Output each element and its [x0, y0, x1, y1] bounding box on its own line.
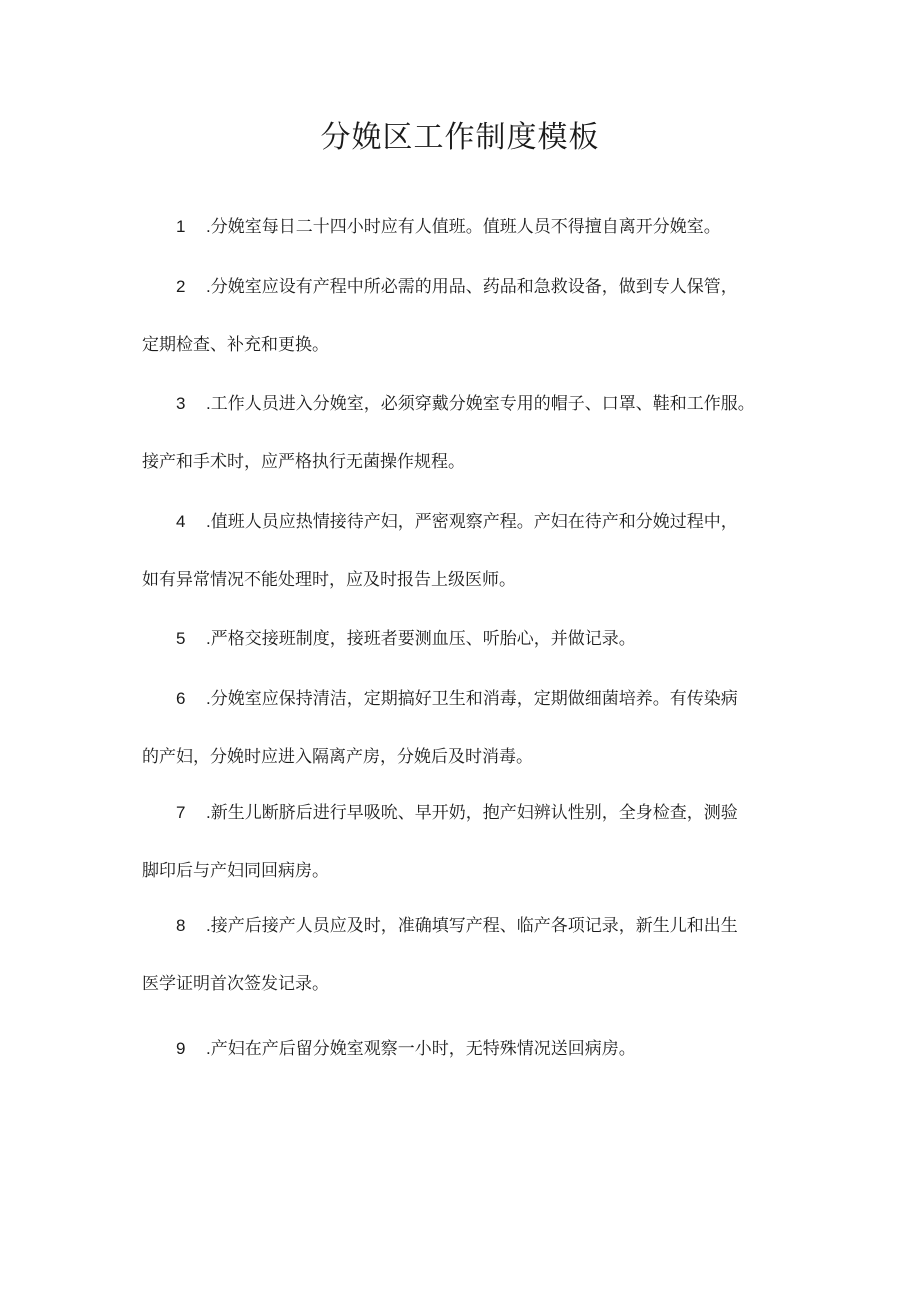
item-number: 7 — [176, 803, 186, 822]
item-text-line1: 接产后接产人员应及时，准确填写产程、临产各项记录，新生儿和出生 — [210, 916, 738, 936]
item-number: 9 — [176, 1039, 186, 1058]
item-text-line1: 分娩室应设有产程中所必需的用品、药品和急救设备，做到专人保管， — [210, 277, 738, 297]
item-text-line2: 脚印后与产妇同回病房。 — [142, 861, 329, 881]
item-number: 1 — [176, 217, 186, 236]
item-number: 8 — [176, 916, 186, 935]
rule-item-4: 4 .值班人员应热情接待产妇，严密观察产程。产妇在待产和分娩过程中， 如有异常情况不能处理时，应及时报告上级医师。 — [142, 493, 802, 609]
item-text-line1: 严格交接班制度，接班者要测血压、听胎心，并做记录。 — [210, 629, 636, 649]
rule-item-1: 1 .分娩室每日二十四小时应有人值班。值班人员不得擅自离开分娩室。 — [142, 198, 802, 256]
rule-item-7: 7 .新生儿断脐后进行早吸吮、早开奶，抱产妇辨认性别，全身检查，测验 脚印后与产妇同回病房。 — [142, 784, 802, 900]
item-text-line1: 分娩室应保持清洁，定期搞好卫生和消毒，定期做细菌培养。有传染病 — [210, 689, 738, 709]
rule-item-8: 8 .接产后接产人员应及时，准确填写产程、临产各项记录，新生儿和出生 医学证明首次签发记录。 — [142, 897, 802, 1013]
item-text-line2: 的产妇，分娩时应进入隔离产房，分娩后及时消毒。 — [142, 747, 533, 767]
item-text-line1: 工作人员进入分娩室，必须穿戴分娩室专用的帽子、口罩、鞋和工作服。 — [210, 394, 755, 414]
rule-item-9: 9 .产妇在产后留分娩室观察一小时，无特殊情况送回病房。 — [142, 1020, 802, 1078]
item-number: 2 — [176, 277, 186, 296]
item-text-line2: 接产和手术时，应严格执行无菌操作规程。 — [142, 452, 465, 472]
item-text-line1: 新生儿断脐后进行早吸吮、早开奶，抱产妇辨认性别，全身检查，测验 — [210, 803, 738, 823]
item-number: 3 — [176, 394, 186, 413]
document-title: 分娩区工作制度模板 — [320, 120, 600, 155]
item-text-line1: 产妇在产后留分娩室观察一小时，无特殊情况送回病房。 — [210, 1039, 636, 1059]
rule-item-2: 2 .分娩室应设有产程中所必需的用品、药品和急救设备，做到专人保管， 定期检查、补充和更换。 — [142, 258, 802, 374]
rule-item-5: 5 .严格交接班制度，接班者要测血压、听胎心，并做记录。 — [142, 610, 802, 668]
rule-item-6: 6 .分娩室应保持清洁，定期搞好卫生和消毒，定期做细菌培养。有传染病 的产妇，分娩时应进入隔离产房，分娩后及时消毒。 — [142, 670, 802, 786]
item-number: 5 — [176, 629, 186, 648]
item-text-line2: 如有异常情况不能处理时，应及时报告上级医师。 — [142, 570, 516, 590]
rule-item-3: 3 .工作人员进入分娩室，必须穿戴分娩室专用的帽子、口罩、鞋和工作服。 接产和手术时，应严格执行无菌操作规程。 — [142, 375, 802, 491]
item-text-line2: 定期检查、补充和更换。 — [142, 335, 329, 355]
item-text-line1: 值班人员应热情接待产妇，严密观察产程。产妇在待产和分娩过程中， — [210, 512, 738, 532]
item-number: 4 — [176, 512, 186, 531]
item-text-line1: 分娩室每日二十四小时应有人值班。值班人员不得擅自离开分娩室。 — [210, 217, 721, 237]
item-number: 6 — [176, 689, 186, 708]
item-text-line2: 医学证明首次签发记录。 — [142, 974, 329, 994]
